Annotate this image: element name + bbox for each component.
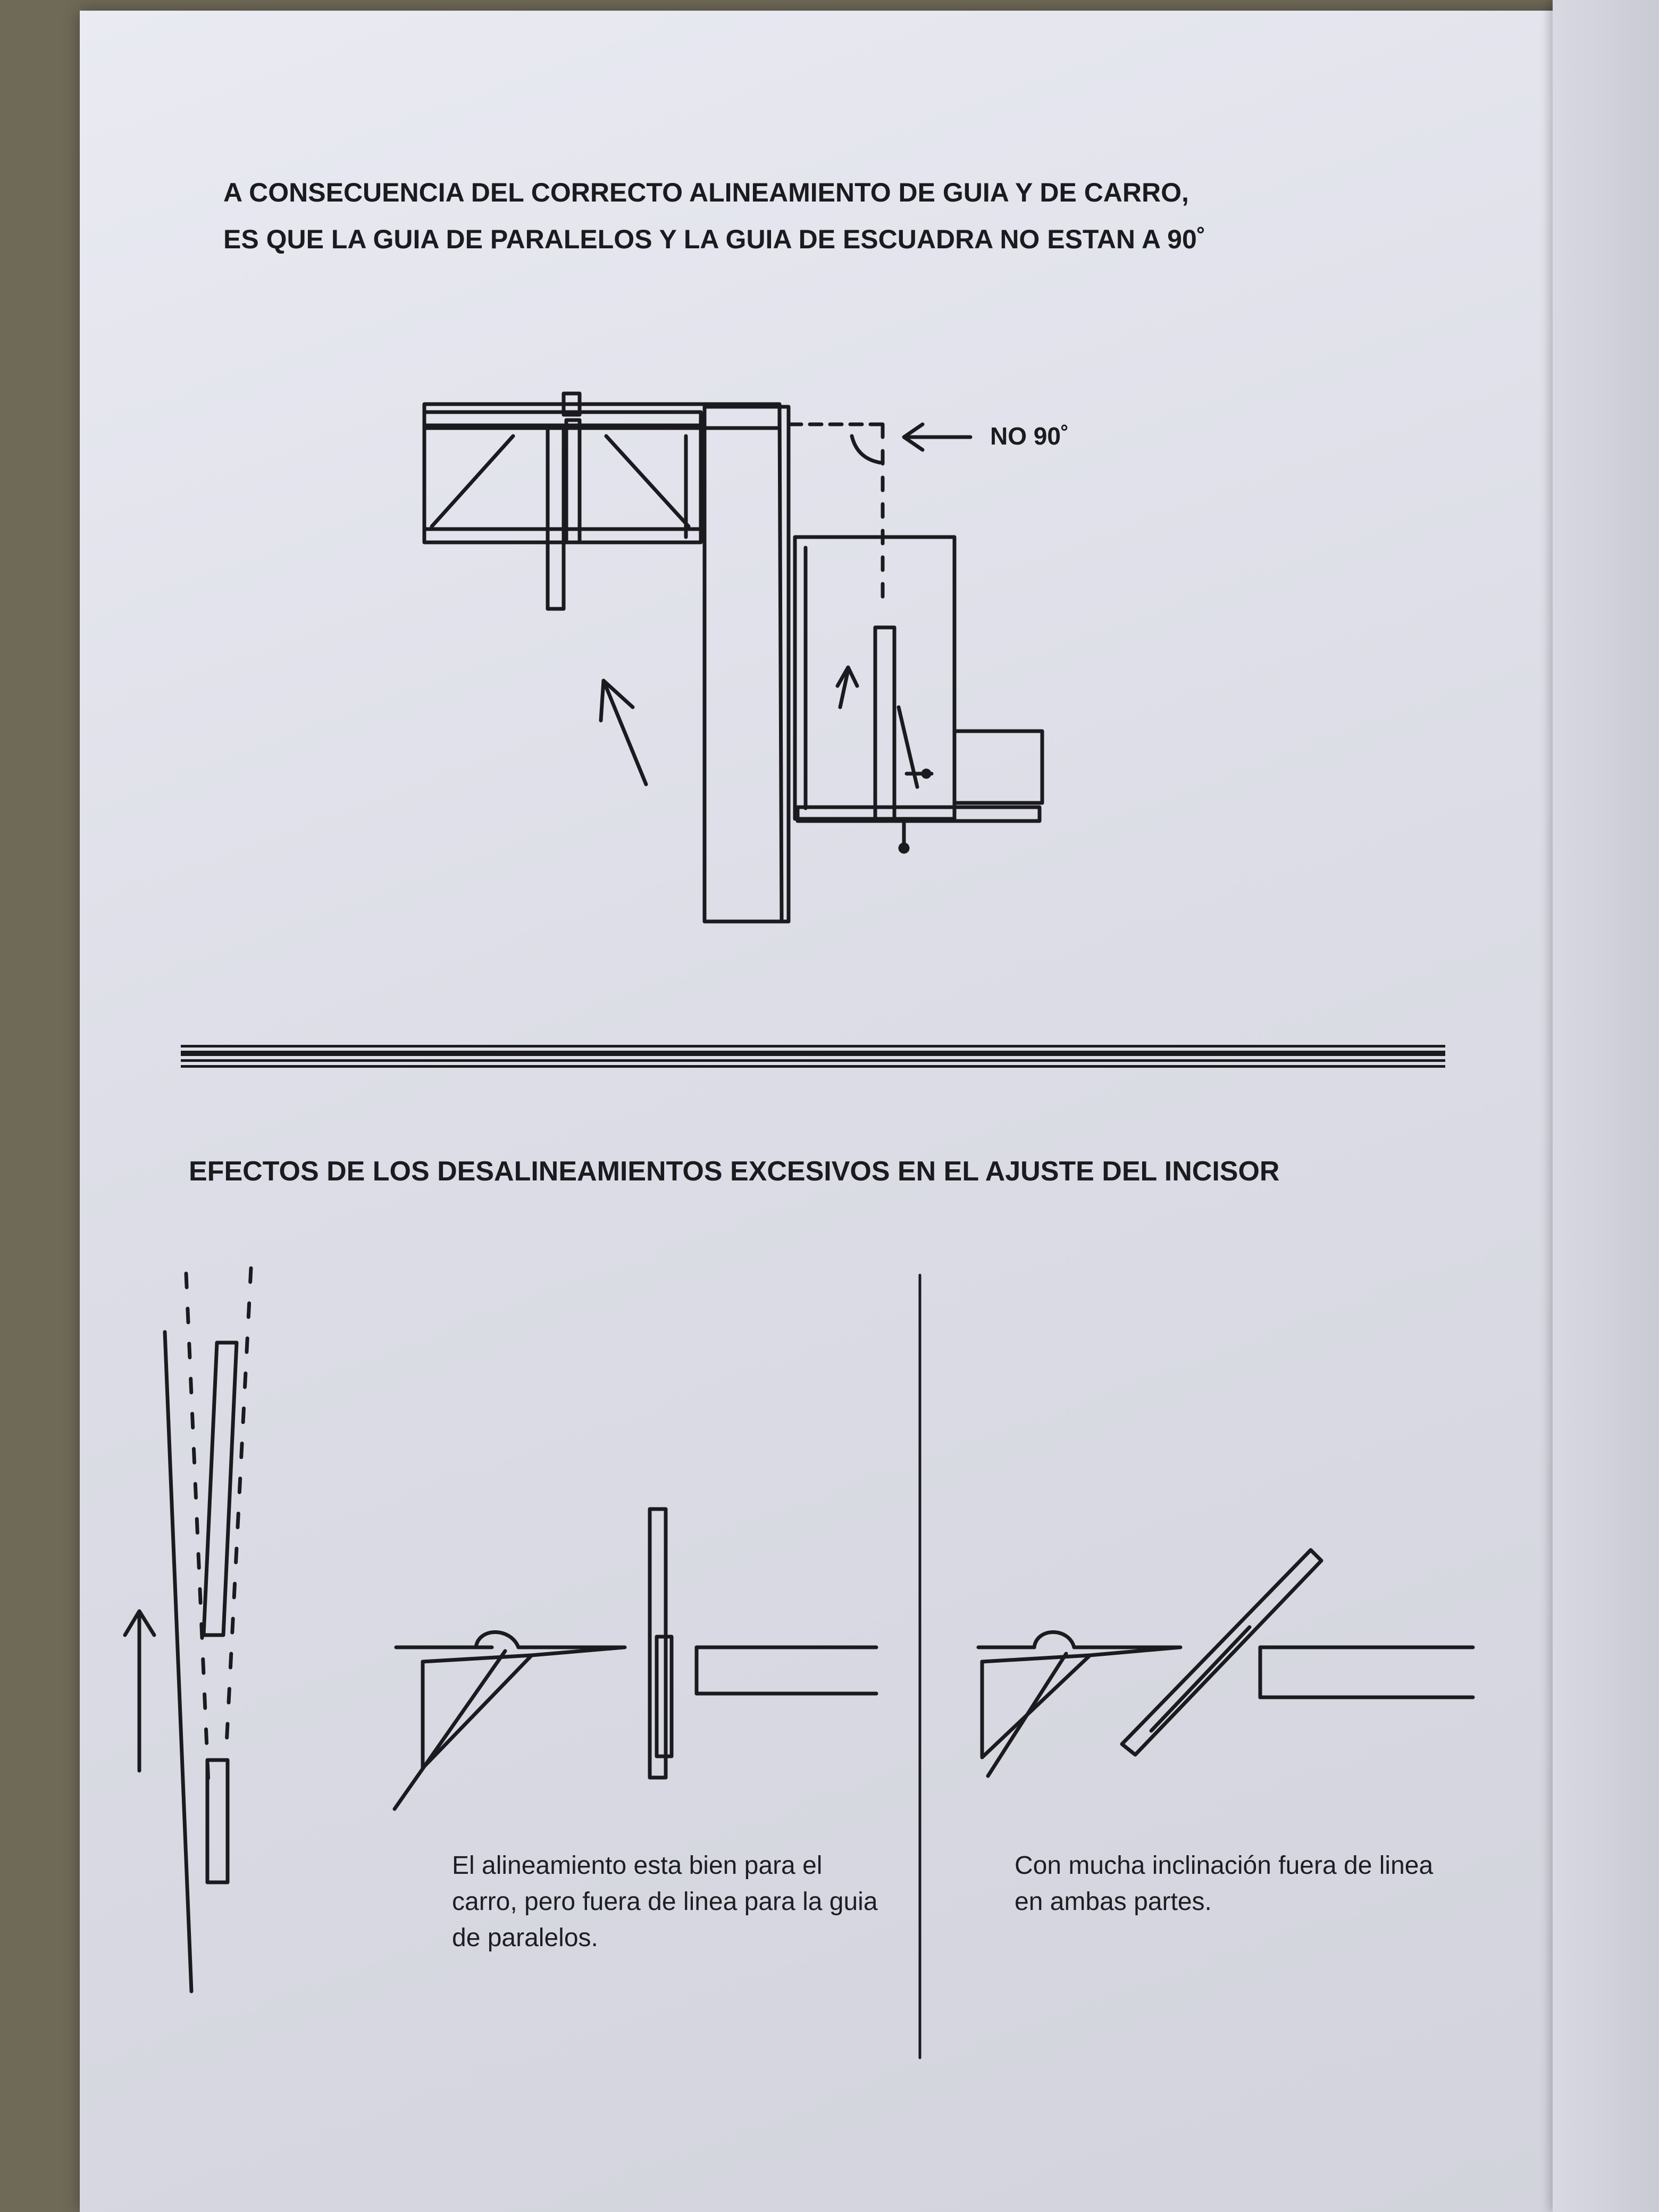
caption-heavy-inclination: Con mucha inclinación fuera de linea en ambas partes. bbox=[1015, 1851, 1434, 1916]
aligned-carriage-diagram bbox=[395, 1509, 876, 1809]
top-diagram bbox=[424, 393, 1069, 921]
table-edge bbox=[705, 407, 789, 921]
bottom-section-heading: EFECTOS DE LOS DESALINEAMIENTOS EXCESIVOS EN EL AJUSTE DEL INCISOR bbox=[189, 1156, 1280, 1187]
no-90-indicator bbox=[790, 422, 1069, 606]
section-separator bbox=[181, 1045, 1445, 1068]
misalignment-diagram bbox=[125, 1268, 251, 1991]
top-heading-line-1: A CONSECUENCIA DEL CORRECTO ALINEAMIENTO DE GUIA Y DE CARRO, bbox=[223, 178, 1189, 207]
heavy-inclination-diagram bbox=[978, 1550, 1473, 1776]
caption-aligned-carriage: El alineamiento esta bien para el carro, pero fuera de linea para la guia de paralelos. bbox=[452, 1851, 878, 1952]
feed-direction-arrow-left bbox=[601, 681, 646, 784]
no-90-label: NO 90˚ bbox=[990, 422, 1069, 450]
sliding-carriage bbox=[795, 537, 1042, 821]
top-heading-line-2: ES QUE LA GUIA DE PARALELOS Y LA GUIA DE ESCUADRA NO ESTAN A 90˚ bbox=[223, 224, 1206, 254]
